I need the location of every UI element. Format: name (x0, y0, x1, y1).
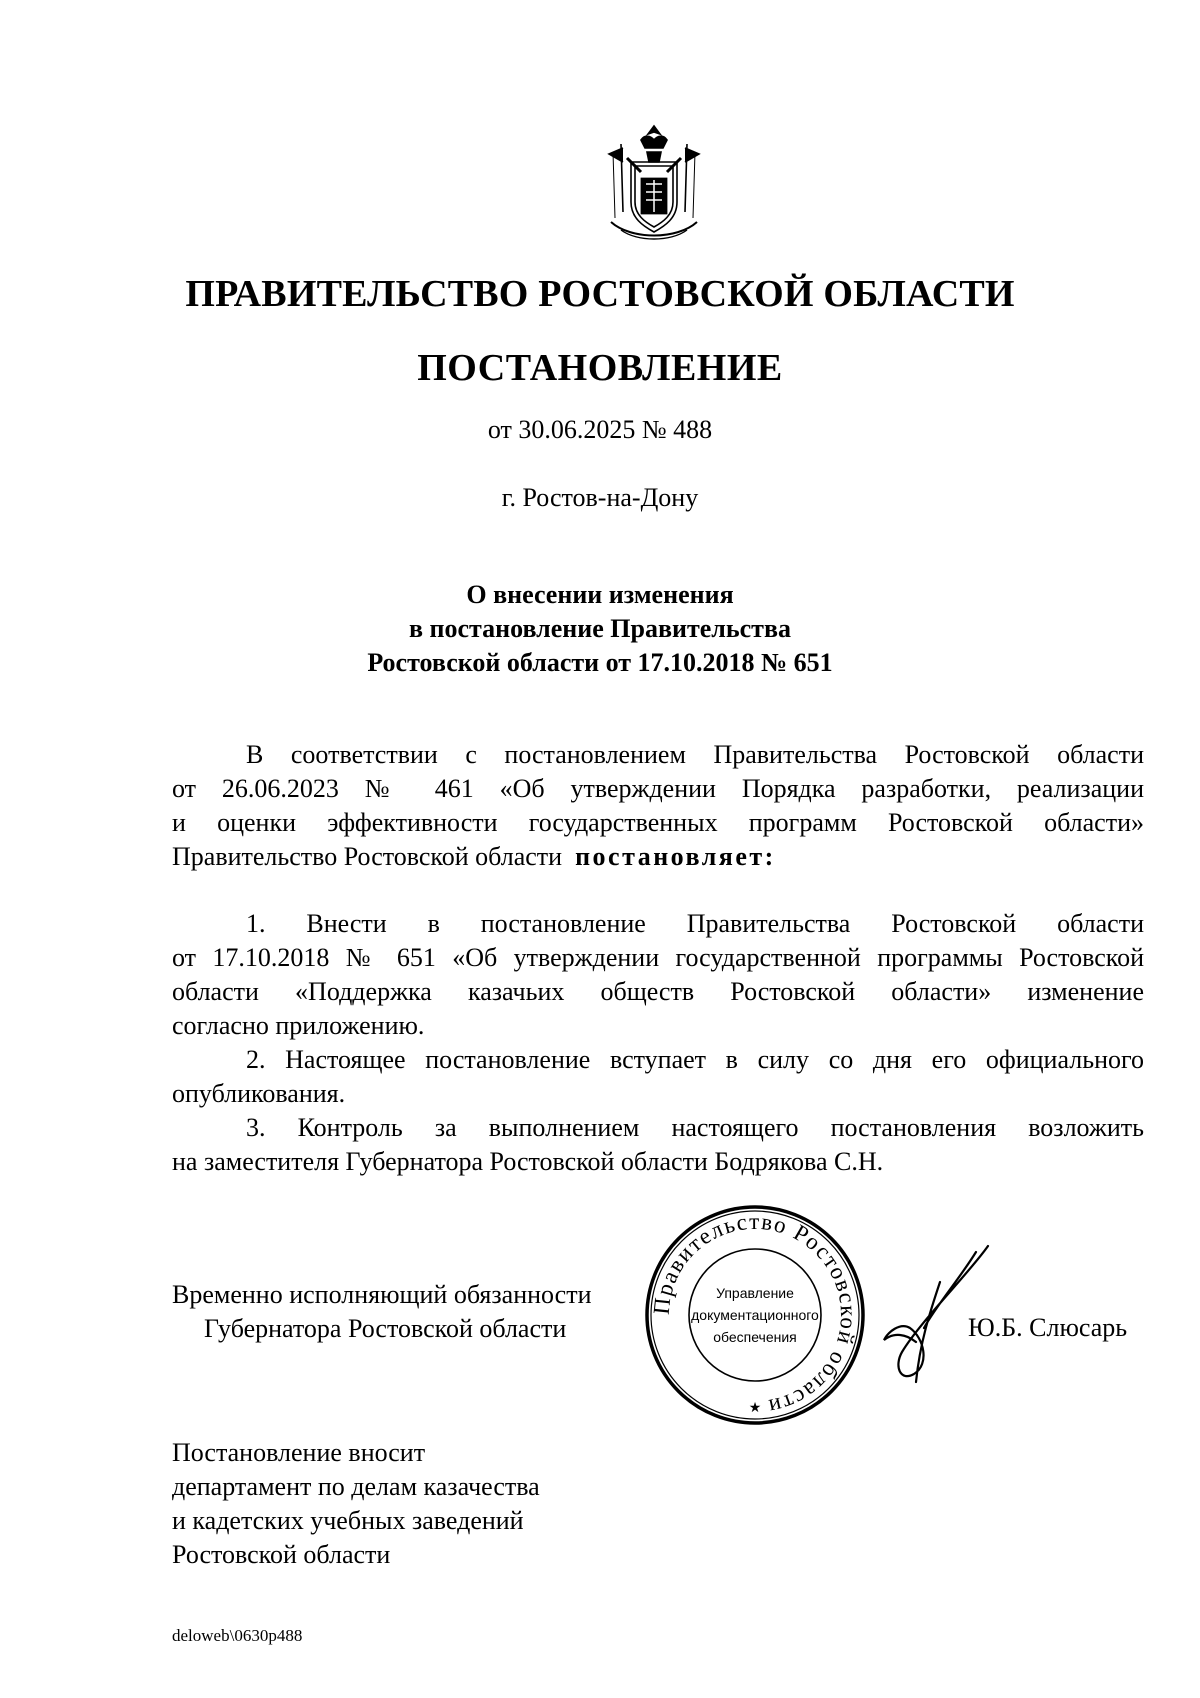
introducer-line: департамент по делам казачества (172, 1472, 540, 1501)
decree-word: постановляет: (575, 842, 776, 871)
preamble-last-line (172, 840, 1144, 874)
government-title: ПРАВИТЕЛЬСТВО РОСТОВСКОЙ ОБЛАСТИ (185, 273, 1015, 315)
document-type: ПОСТАНОВЛЕНИЕ (417, 347, 783, 389)
item-1-line: от 17.10.2018 № 651 «Об утверждении государственной программы Ростовской (172, 943, 1144, 972)
document-subject (0, 578, 1200, 680)
subject-line: О внесении изменения (466, 580, 734, 609)
introducer-line: Ростовской области (172, 1540, 391, 1569)
file-reference: deloweb\0630p488 (172, 1626, 303, 1645)
resolution-items (172, 907, 1144, 1179)
item-2-line: опубликования. (172, 1079, 346, 1108)
item-3-line: 3. Контроль за выполнением настоящего постановления возложить (246, 1113, 1144, 1142)
seal-center-line: Управление (716, 1285, 794, 1301)
subject-line: Ростовской области от 17.10.2018 № 651 (367, 648, 833, 677)
seal-star-icon: ★ (748, 1401, 762, 1416)
introducer-line: Постановление вносит (172, 1438, 426, 1467)
seal-center-line: документационного (691, 1307, 819, 1323)
introducer-line: и кадетских учебных заведений (172, 1506, 524, 1535)
seal-ring-text: Правительство Ростовской области (648, 1208, 862, 1421)
item-1-line: 1. Внести в постановление Правительства Ростовской области (246, 909, 1144, 938)
signer-name: Ю.Б. Слюсарь (968, 1313, 1128, 1342)
preamble-line: В соответствии с постановлением Правительства Ростовской области (246, 740, 1144, 769)
subject-line: в постановление Правительства (408, 614, 791, 643)
signatory-position (172, 1278, 592, 1346)
official-seal (642, 1202, 868, 1428)
preamble-authority: Правительство Ростовской области (172, 842, 563, 871)
preamble (172, 738, 1144, 874)
seal-center-line: обеспечения (713, 1329, 797, 1345)
position-line: Губернатора Ростовской области (204, 1314, 567, 1343)
preamble-line: и оценки эффективности государственных программ Ростовской области» (172, 808, 1144, 837)
document-date-number: от 30.06.2025 № 488 (487, 415, 713, 444)
document-city: г. Ростов-на-Дону (501, 483, 699, 512)
item-2-line: 2. Настоящее постановление вступает в силу со дня его официального (246, 1045, 1144, 1074)
preamble-line: от 26.06.2023 № 461 «Об утверждении Порядка разработки, реализации (172, 774, 1144, 803)
item-1-line: согласно приложению. (172, 1011, 425, 1040)
introducing-department (172, 1436, 540, 1572)
position-line: Временно исполняющий обязанности (172, 1280, 592, 1309)
item-1-line: области «Поддержка казачьих обществ Ростовской области» изменение (172, 977, 1144, 1006)
coat-of-arms-icon (601, 122, 707, 246)
item-3-line: на заместителя Губернатора Ростовской области Бодрякова С.Н. (172, 1147, 884, 1176)
